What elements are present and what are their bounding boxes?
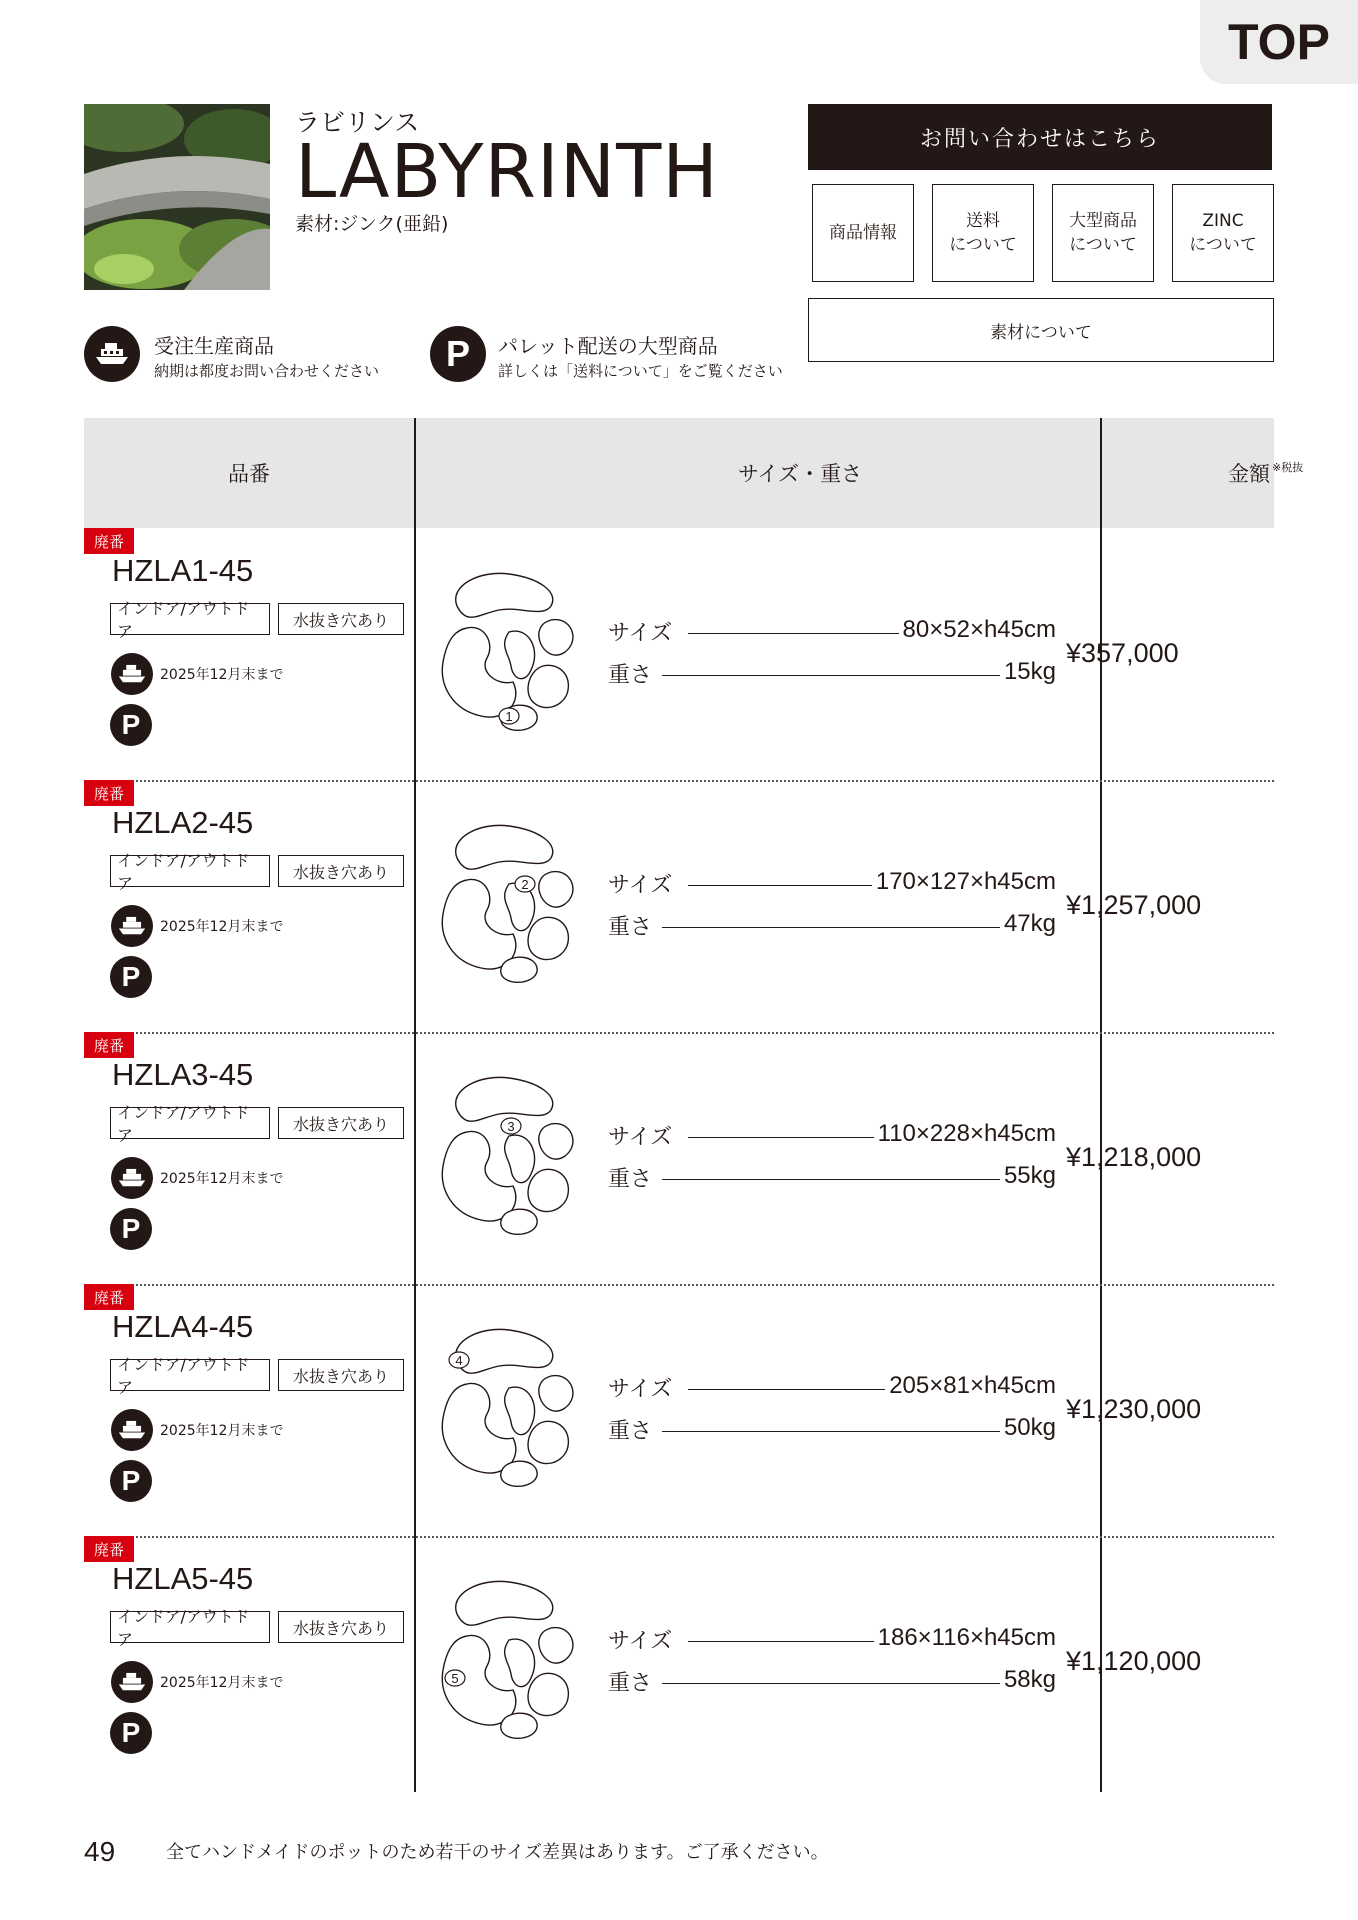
layout-diagram <box>426 818 592 988</box>
weight-value: 50kg <box>1003 1414 1056 1441</box>
large-item-info-button[interactable]: 大型商品 について <box>1052 184 1154 282</box>
weight-label: 重さ <box>608 1167 653 1192</box>
size-value: 110×228×h45cm <box>877 1120 1056 1147</box>
pallet-icon: P <box>110 1712 152 1754</box>
layout-diagram <box>426 1322 592 1492</box>
size-label: サイズ <box>608 1125 673 1150</box>
weight-value: 58kg <box>1003 1666 1056 1693</box>
pallet-icon: P <box>430 326 486 382</box>
ship-icon <box>111 1157 153 1199</box>
table-row <box>84 1284 1274 1536</box>
product-material: 素材:ジンク(亜鉛) <box>295 213 449 235</box>
available-until: 2025年12月末まで <box>160 667 284 683</box>
size-value: 205×81×h45cm <box>889 1372 1056 1399</box>
indoor-outdoor-chip: インドア/アウトドア <box>110 1611 270 1643</box>
product-code: HZLA1-45 <box>112 553 254 588</box>
column-header-code: 品番 <box>228 462 270 486</box>
column-header-spec: サイズ・重さ <box>737 462 863 486</box>
weight-value: 47kg <box>1003 910 1056 937</box>
page-number: 49 <box>84 1836 116 1867</box>
contact-button[interactable]: お問い合わせはこちら <box>808 104 1272 170</box>
weight-leader-line <box>662 927 1000 928</box>
weight-label: 重さ <box>608 663 653 688</box>
ship-icon <box>111 1661 153 1703</box>
zinc-info-button[interactable]: ZINC について <box>1172 184 1274 282</box>
handmade-note: 全てハンドメイドのポットのため若干のサイズ差異はあります。ご了承ください。 <box>166 1842 829 1863</box>
table-row <box>84 528 1274 780</box>
ship-icon <box>111 905 153 947</box>
weight-label: 重さ <box>608 1419 653 1444</box>
drain-hole-chip: 水抜き穴あり <box>278 1611 404 1643</box>
size-value: 80×52×h45cm <box>902 616 1056 643</box>
available-until: 2025年12月末まで <box>160 1423 284 1439</box>
ship-icon <box>84 326 140 382</box>
layout-diagram <box>426 1574 592 1744</box>
layout-diagram <box>426 1070 592 1240</box>
discontinued-badge: 廃番 <box>84 528 134 554</box>
size-leader-line <box>688 1389 885 1390</box>
table-row <box>84 1536 1274 1788</box>
product-kana-name: ラビリンス <box>295 108 420 137</box>
pallet-icon: P <box>110 956 152 998</box>
product-code: HZLA3-45 <box>112 1057 254 1092</box>
pot-number-marker <box>515 876 535 892</box>
product-code: HZLA5-45 <box>112 1561 254 1596</box>
available-until: 2025年12月末まで <box>160 919 284 935</box>
pallet-icon: P <box>110 1208 152 1250</box>
made-to-order-title: 受注生産商品 <box>154 334 274 358</box>
weight-value: 55kg <box>1003 1162 1056 1189</box>
drain-hole-chip: 水抜き穴あり <box>278 603 404 635</box>
product-info-button[interactable]: 商品情報 <box>812 184 914 282</box>
weight-label: 重さ <box>608 1671 653 1696</box>
product-code: HZLA4-45 <box>112 1309 254 1344</box>
size-leader-line <box>688 1641 874 1642</box>
ship-icon <box>111 653 153 695</box>
material-info-button[interactable]: 素材について <box>808 298 1274 362</box>
size-leader-line <box>688 885 872 886</box>
pallet-delivery-title: パレット配送の大型商品 <box>498 334 718 358</box>
pot-number-marker <box>445 1670 465 1686</box>
price-value: ¥357,000 <box>1066 638 1179 668</box>
pot-number: 3 <box>507 1119 515 1134</box>
column-header-price: 金額 $^{※税抜}$ <box>1228 461 1304 486</box>
price-value: ¥1,230,000 <box>1066 1394 1202 1424</box>
product-brand-title: LABYRINTH <box>295 129 719 215</box>
pot-number: 2 <box>521 877 529 892</box>
drain-hole-chip: 水抜き穴あり <box>278 1107 404 1139</box>
price-value: ¥1,120,000 <box>1066 1646 1202 1676</box>
pallet-delivery-note: 詳しくは「送料について」をご覧ください <box>498 362 783 380</box>
weight-leader-line <box>662 675 1000 676</box>
weight-leader-line <box>662 1683 1000 1684</box>
product-photo <box>84 104 270 290</box>
price-value: ¥1,218,000 <box>1066 1142 1202 1172</box>
pallet-icon: P <box>110 704 152 746</box>
available-until: 2025年12月末まで <box>160 1171 284 1187</box>
pot-number: 1 <box>505 709 513 724</box>
pot-number-marker <box>499 708 519 724</box>
table-header <box>84 418 1304 528</box>
size-value: 170×127×h45cm <box>875 868 1056 895</box>
table-row <box>84 780 1274 1032</box>
price-value: ¥1,257,000 <box>1066 890 1202 920</box>
pallet-icon: P <box>110 1460 152 1502</box>
weight-leader-line <box>662 1431 1000 1432</box>
weight-leader-line <box>662 1179 1000 1180</box>
discontinued-badge: 廃番 <box>84 1032 134 1058</box>
pot-number-marker <box>501 1118 521 1134</box>
available-until: 2025年12月末まで <box>160 1675 284 1691</box>
top-nav-button[interactable]: TOP <box>1200 0 1358 84</box>
size-leader-line <box>688 1137 874 1138</box>
pot-number: 4 <box>455 1353 463 1368</box>
size-label: サイズ <box>608 1377 673 1402</box>
size-label: サイズ <box>608 873 673 898</box>
discontinued-badge: 廃番 <box>84 780 134 806</box>
size-label: サイズ <box>608 1629 673 1654</box>
weight-label: 重さ <box>608 915 653 940</box>
indoor-outdoor-chip: インドア/アウトドア <box>110 855 270 887</box>
size-value: 186×116×h45cm <box>877 1624 1056 1651</box>
product-code: HZLA2-45 <box>112 805 254 840</box>
pot-number: 5 <box>451 1671 459 1686</box>
discontinued-badge: 廃番 <box>84 1536 134 1562</box>
ship-icon <box>111 1409 153 1451</box>
discontinued-badge: 廃番 <box>84 1284 134 1310</box>
indoor-outdoor-chip: インドア/アウトドア <box>110 1107 270 1139</box>
layout-diagram <box>426 566 592 736</box>
weight-value: 15kg <box>1003 658 1056 685</box>
pot-number-marker <box>449 1352 469 1368</box>
table-row <box>84 1032 1274 1284</box>
indoor-outdoor-chip: インドア/アウトドア <box>110 603 270 635</box>
indoor-outdoor-chip: インドア/アウトドア <box>110 1359 270 1391</box>
made-to-order-note: 納期は都度お問い合わせください <box>154 362 380 380</box>
shipping-info-button[interactable]: 送料 について <box>932 184 1034 282</box>
drain-hole-chip: 水抜き穴あり <box>278 855 404 887</box>
size-label: サイズ <box>608 621 673 646</box>
size-leader-line <box>688 633 899 634</box>
drain-hole-chip: 水抜き穴あり <box>278 1359 404 1391</box>
